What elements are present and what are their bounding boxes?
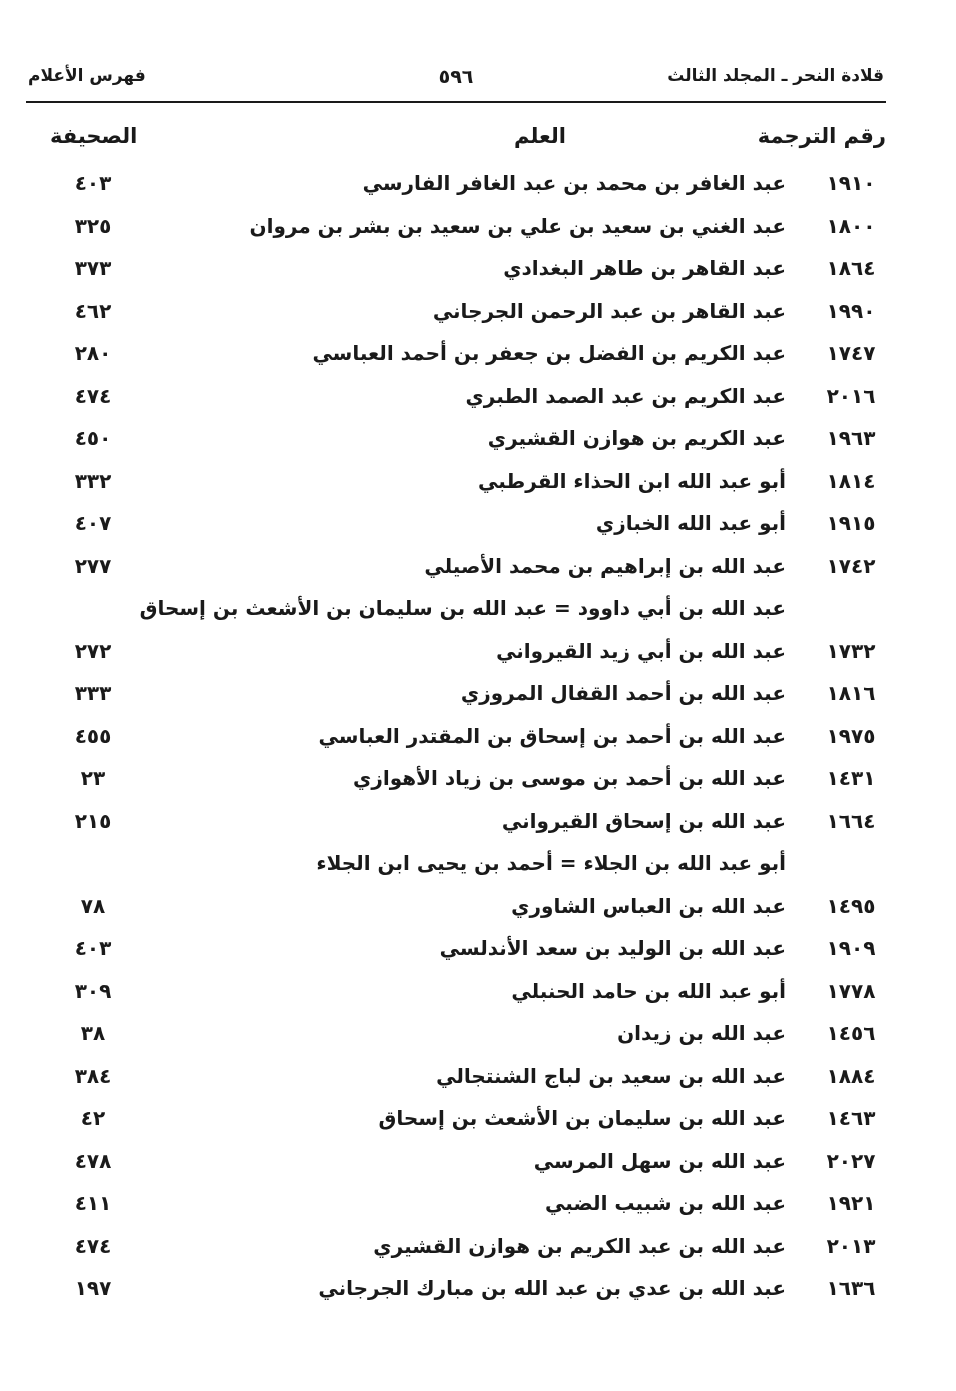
section-title: فهرس الأعلام xyxy=(28,66,146,86)
entry-name: عبد الله بن سعيد بن لباج الشنتجالي xyxy=(436,1063,786,1088)
entry-number: ١٤٥٦ xyxy=(826,1021,876,1045)
entry-name: عبد الكريم بن هوازن القشيري xyxy=(487,426,786,450)
entry-name: أبو عبد الله الخبازي xyxy=(595,511,786,535)
entry-name: عبد الله بن العباس الشاوري xyxy=(511,893,786,918)
entry-name: عبد الكريم بن الفضل بن جعفر بن أحمد العباسي xyxy=(312,341,786,365)
index-entry-row xyxy=(40,417,886,460)
entry-number: ١٦٦٤ xyxy=(826,808,876,833)
entry-page: ٢١٥ xyxy=(74,808,112,833)
index-entry-row xyxy=(40,927,886,970)
entry-number: ١٤٣١ xyxy=(826,766,876,790)
entry-number: ١٨١٤ xyxy=(826,468,876,493)
entry-page: ٤٠٧ xyxy=(74,511,112,535)
entry-name: عبد الله بن زيدان xyxy=(617,1021,786,1045)
entry-page: ٤٠٣ xyxy=(74,936,112,960)
entry-number: ١٩٩٠ xyxy=(826,298,876,323)
page-number: ٥٩٦ xyxy=(438,66,474,88)
entry-page: ٧٨ xyxy=(80,893,106,918)
entry-page: ٤٢ xyxy=(80,1106,106,1130)
index-entry-row xyxy=(40,545,886,588)
index-entry-row xyxy=(40,290,886,333)
entry-page: ٤٥٥ xyxy=(74,723,112,748)
entry-number: ١٩٦٣ xyxy=(826,426,876,450)
entry-number: ٢٠٢٧ xyxy=(826,1148,876,1173)
index-entry-row xyxy=(40,1055,886,1098)
entry-number: ١٨٨٤ xyxy=(826,1063,876,1088)
entry-number: ١٦٣٦ xyxy=(826,1276,876,1300)
index-entry-row xyxy=(40,587,886,630)
entry-name: عبد الله بن أحمد بن إسحاق بن المقتدر العباسي xyxy=(318,723,786,748)
entry-page: ٢٧٧ xyxy=(74,553,112,578)
header-divider xyxy=(26,101,886,103)
index-entry-row xyxy=(40,460,886,503)
index-entry-row xyxy=(40,375,886,418)
entry-page: ٤٦٢ xyxy=(74,298,112,323)
entry-page: ٤٧٤ xyxy=(74,1233,112,1258)
entry-number: ١٧٤٧ xyxy=(826,341,876,365)
entry-page: ٤٧٨ xyxy=(74,1148,112,1173)
index-entry-row xyxy=(40,630,886,673)
entry-name: عبد الله بن أحمد القفال المروزي xyxy=(460,681,786,705)
index-entry-row xyxy=(40,1182,886,1225)
entry-number: ١٨١٦ xyxy=(826,681,876,705)
column-header-page: الصحيفة xyxy=(50,124,138,148)
entry-number: ١٨٠٠ xyxy=(826,213,876,238)
index-entry-row xyxy=(40,205,886,248)
entry-name: أبو عبد الله بن حامد الحنبلي xyxy=(511,978,786,1003)
entry-page: ٢٨٠ xyxy=(74,341,112,365)
index-entry-row xyxy=(40,247,886,290)
entry-number: ١٧٧٨ xyxy=(826,978,876,1003)
entry-page: ٣٣٣ xyxy=(74,681,112,705)
entry-page: ٣٨٤ xyxy=(74,1063,112,1088)
entry-page: ٣٢٥ xyxy=(74,213,112,238)
entry-name: أبو عبد الله بن الجلاء = أحمد بن يحيى ابن الجلاء xyxy=(316,851,786,875)
entry-page: ٣٠٩ xyxy=(74,978,112,1003)
entry-name: عبد الله بن أبي زيد القيرواني xyxy=(496,638,786,663)
entry-page: ٣٧٣ xyxy=(74,256,112,280)
entry-number: ١٤٩٥ xyxy=(826,893,876,918)
entry-name: عبد الله بن الوليد بن سعد الأندلسي xyxy=(439,936,786,960)
entry-page: ٤٠٣ xyxy=(74,171,112,195)
index-entry-row xyxy=(40,672,886,715)
entry-number: ١٤٦٣ xyxy=(826,1106,876,1130)
book-title: قلادة النحر ـ المجلد الثالث xyxy=(667,66,884,86)
running-header xyxy=(28,66,884,94)
entry-number: ١٧٤٢ xyxy=(826,553,876,578)
entry-name: عبد الله بن شبيب الضبي xyxy=(544,1191,786,1215)
entry-name: عبد الله بن عدي بن عبد الله بن مبارك الجرجاني xyxy=(318,1276,786,1300)
index-entry-row xyxy=(40,757,886,800)
entry-name: عبد الله بن إبراهيم بن محمد الأصيلي xyxy=(424,553,786,578)
entry-page: ١٩٧ xyxy=(74,1276,112,1300)
entry-number: ١٩٠٩ xyxy=(826,936,876,960)
index-entry-row xyxy=(40,885,886,928)
index-entry-row xyxy=(40,1140,886,1183)
index-entry-row xyxy=(40,332,886,375)
index-entries xyxy=(40,162,886,1310)
index-entry-row xyxy=(40,970,886,1013)
entry-name: عبد الله بن أبي داوود = عبد الله بن سليمان بن الأشعث بن إسحاق xyxy=(139,596,786,620)
index-entry-row xyxy=(40,800,886,843)
entry-name: أبو عبد الله ابن الحذاء القرطبي xyxy=(478,468,786,493)
entry-page: ٢٧٢ xyxy=(74,638,112,663)
entry-number: ١٩٢١ xyxy=(826,1191,876,1215)
entry-page: ٣٨ xyxy=(80,1021,106,1045)
entry-page: ٤٧٤ xyxy=(74,383,112,408)
column-header-number: رقم الترجمة xyxy=(757,124,886,148)
index-entry-row xyxy=(40,1225,886,1268)
entry-name: عبد القاهر بن طاهر البغدادي xyxy=(503,256,786,280)
index-entry-row xyxy=(40,502,886,545)
index-entry-row xyxy=(40,162,886,205)
entry-number: ١٩١٥ xyxy=(826,511,876,535)
entry-page: ٢٣ xyxy=(80,766,106,790)
index-entry-row xyxy=(40,715,886,758)
entry-name: عبد القاهر بن عبد الرحمن الجرجاني xyxy=(432,298,786,323)
entry-page: ٣٣٢ xyxy=(74,468,112,493)
entry-name: عبد الله بن عبد الكريم بن هوازن القشيري xyxy=(373,1233,786,1258)
index-entry-row xyxy=(40,842,886,885)
entry-name: عبد الغافر بن محمد بن عبد الغافر الفارسي xyxy=(362,171,786,195)
index-entry-row xyxy=(40,1012,886,1055)
entry-name: عبد الله بن سليمان بن الأشعث بن إسحاق xyxy=(378,1106,786,1130)
index-entry-row xyxy=(40,1267,886,1310)
entry-number: ١٩١٠ xyxy=(826,171,876,195)
entry-number: ١٨٦٤ xyxy=(826,256,876,280)
entry-page: ٤٥٠ xyxy=(74,426,112,450)
column-headers xyxy=(40,124,886,156)
entry-page: ٤١١ xyxy=(74,1191,112,1215)
entry-number: ٢٠١٦ xyxy=(826,383,876,408)
index-entry-row xyxy=(40,1097,886,1140)
column-header-name: العلم xyxy=(514,124,566,148)
entry-name: عبد الله بن أحمد بن موسى بن زياد الأهوازي xyxy=(353,766,786,790)
entry-name: عبد الله بن إسحاق القيرواني xyxy=(501,808,786,833)
entry-number: ٢٠١٣ xyxy=(826,1233,876,1258)
entry-number: ١٩٧٥ xyxy=(826,723,876,748)
entry-name: عبد الله بن سهل المرسي xyxy=(533,1148,786,1173)
entry-name: عبد الكريم بن عبد الصمد الطبري xyxy=(465,383,786,408)
entry-number: ١٧٣٢ xyxy=(826,638,876,663)
entry-name: عبد الغني بن سعيد بن علي بن سعيد بن بشر بن مروان xyxy=(249,213,786,238)
